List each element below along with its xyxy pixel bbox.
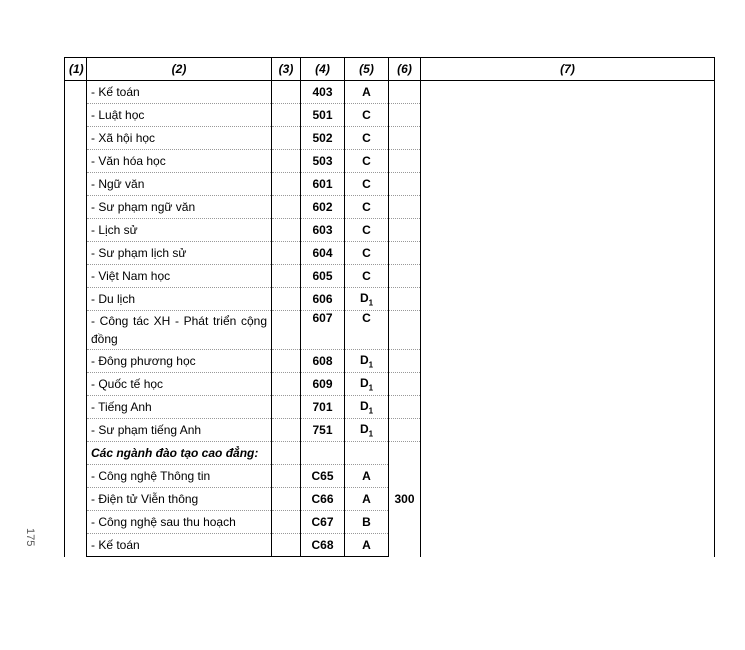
exam-block-subscript: 1 [368,429,374,439]
major-name: - Sư phạm tiếng Anh [87,419,272,442]
major-code: 502 [301,127,345,150]
major-code: 503 [301,150,345,173]
exam-block-letter: C [362,269,371,283]
quota-cell [389,104,421,127]
quota-cell [389,242,421,265]
major-name: - Tiếng Anh [87,396,272,419]
major-code: 605 [301,265,345,288]
header-col-6: (6) [389,58,421,81]
quota-cell [389,81,421,104]
major-code: C66 [301,488,345,511]
exam-block-letter: C [362,108,371,122]
header-row [65,58,715,81]
quota-cell [389,265,421,288]
exam-block [345,373,389,396]
col3-cell [272,219,301,242]
exam-block [345,465,389,488]
major-name: - Ngữ văn [87,173,272,196]
exam-block [345,173,389,196]
exam-block-letter: A [362,538,371,552]
major-name: - Luật học [87,104,272,127]
quota-cell: 300 [389,442,421,557]
exam-block-letter: D [359,421,369,436]
exam-block-letter: D [359,352,369,367]
exam-block-letter: B [362,515,371,529]
major-name: - Sư phạm lịch sử [87,242,272,265]
table-row [65,81,715,104]
exam-block [345,419,389,442]
exam-block [345,350,389,373]
major-name: - Kế toán [87,81,272,104]
col3-cell [272,127,301,150]
header-col-2: (2) [87,58,272,81]
col3-cell [272,265,301,288]
exam-block [345,442,389,465]
major-name: - Đông phương học [87,350,272,373]
exam-block [345,242,389,265]
exam-block-letter: C [362,154,371,168]
exam-block [345,396,389,419]
table-body [65,81,715,557]
major-code: 602 [301,196,345,219]
exam-block [345,104,389,127]
exam-block-subscript: 1 [368,298,374,308]
quota-cell [389,219,421,242]
col3-cell [272,196,301,219]
major-name: - Kế toán [87,534,272,557]
exam-block-letter: A [362,85,371,99]
major-name: - Xã hội học [87,127,272,150]
major-code: 751 [301,419,345,442]
col3-cell [272,373,301,396]
exam-block-letter: A [362,492,371,506]
exam-block-letter: D [359,290,369,305]
col3-cell [272,288,301,311]
major-code: 609 [301,373,345,396]
quota-cell [389,419,421,442]
major-name: - Văn hóa học [87,150,272,173]
col3-cell [272,511,301,534]
major-code: 601 [301,173,345,196]
col3-cell [272,534,301,557]
quota-cell [389,288,421,311]
major-name: - Quốc tế học [87,373,272,396]
exam-block [345,311,389,350]
header-col-1: (1) [65,58,87,81]
exam-block [345,150,389,173]
header-col-5: (5) [345,58,389,81]
exam-block [345,196,389,219]
major-name: - Công nghệ sau thu hoạch [87,511,272,534]
exam-block [345,534,389,557]
exam-block-letter: C [362,311,371,325]
exam-block-letter: D [359,375,369,390]
quota-cell [389,396,421,419]
col3-cell [272,242,301,265]
exam-block [345,288,389,311]
header-col-7: (7) [421,58,715,81]
exam-block-letter: D [359,398,369,413]
major-code: 501 [301,104,345,127]
col3-cell [272,81,301,104]
header-col-4: (4) [301,58,345,81]
major-name: - Du lịch [87,288,272,311]
exam-block-letter: C [362,177,371,191]
exam-block [345,265,389,288]
exam-block-subscript: 1 [368,406,374,416]
admission-table [64,57,715,557]
major-code: C65 [301,465,345,488]
major-code: 603 [301,219,345,242]
major-name: Các ngành đào tạo cao đẳng: [87,442,272,465]
major-name: - Điện tử Viễn thông [87,488,272,511]
col3-cell [272,396,301,419]
col3-cell [272,465,301,488]
notes-cell [421,81,715,557]
col3-cell [272,442,301,465]
exam-block-letter: C [362,131,371,145]
major-code: 701 [301,396,345,419]
major-code: 606 [301,288,345,311]
major-name: - Sư phạm ngữ văn [87,196,272,219]
major-name: - Công tác XH - Phát triển cộng đồng [87,311,272,350]
exam-block-subscript: 1 [368,383,374,393]
exam-block-letter: A [362,469,371,483]
major-name: - Công nghệ Thông tin [87,465,272,488]
major-name: - Việt Nam học [87,265,272,288]
major-name: - Lịch sử [87,219,272,242]
quota-cell [389,373,421,396]
major-code: 608 [301,350,345,373]
col3-cell [272,150,301,173]
exam-block [345,81,389,104]
exam-block-letter: C [362,223,371,237]
quota-cell [389,173,421,196]
quota-cell [389,196,421,219]
col1-cell [65,81,87,557]
major-code: C67 [301,511,345,534]
major-code: 403 [301,81,345,104]
major-code: C68 [301,534,345,557]
col3-cell [272,419,301,442]
exam-block-subscript: 1 [368,360,374,370]
col3-cell [272,350,301,373]
col3-cell [272,173,301,196]
quota-cell [389,150,421,173]
quota-cell [389,350,421,373]
exam-block [345,511,389,534]
quota-cell [389,311,421,350]
quota-cell [389,127,421,150]
col3-cell [272,311,301,350]
major-code: 604 [301,242,345,265]
exam-block [345,488,389,511]
page-number: 175 [24,528,36,547]
col3-cell [272,488,301,511]
exam-block [345,219,389,242]
col3-cell [272,104,301,127]
exam-block-letter: C [362,200,371,214]
major-code [301,442,345,465]
exam-block-letter: C [362,246,371,260]
major-code: 607 [301,311,345,350]
exam-block [345,127,389,150]
header-col-3: (3) [272,58,301,81]
